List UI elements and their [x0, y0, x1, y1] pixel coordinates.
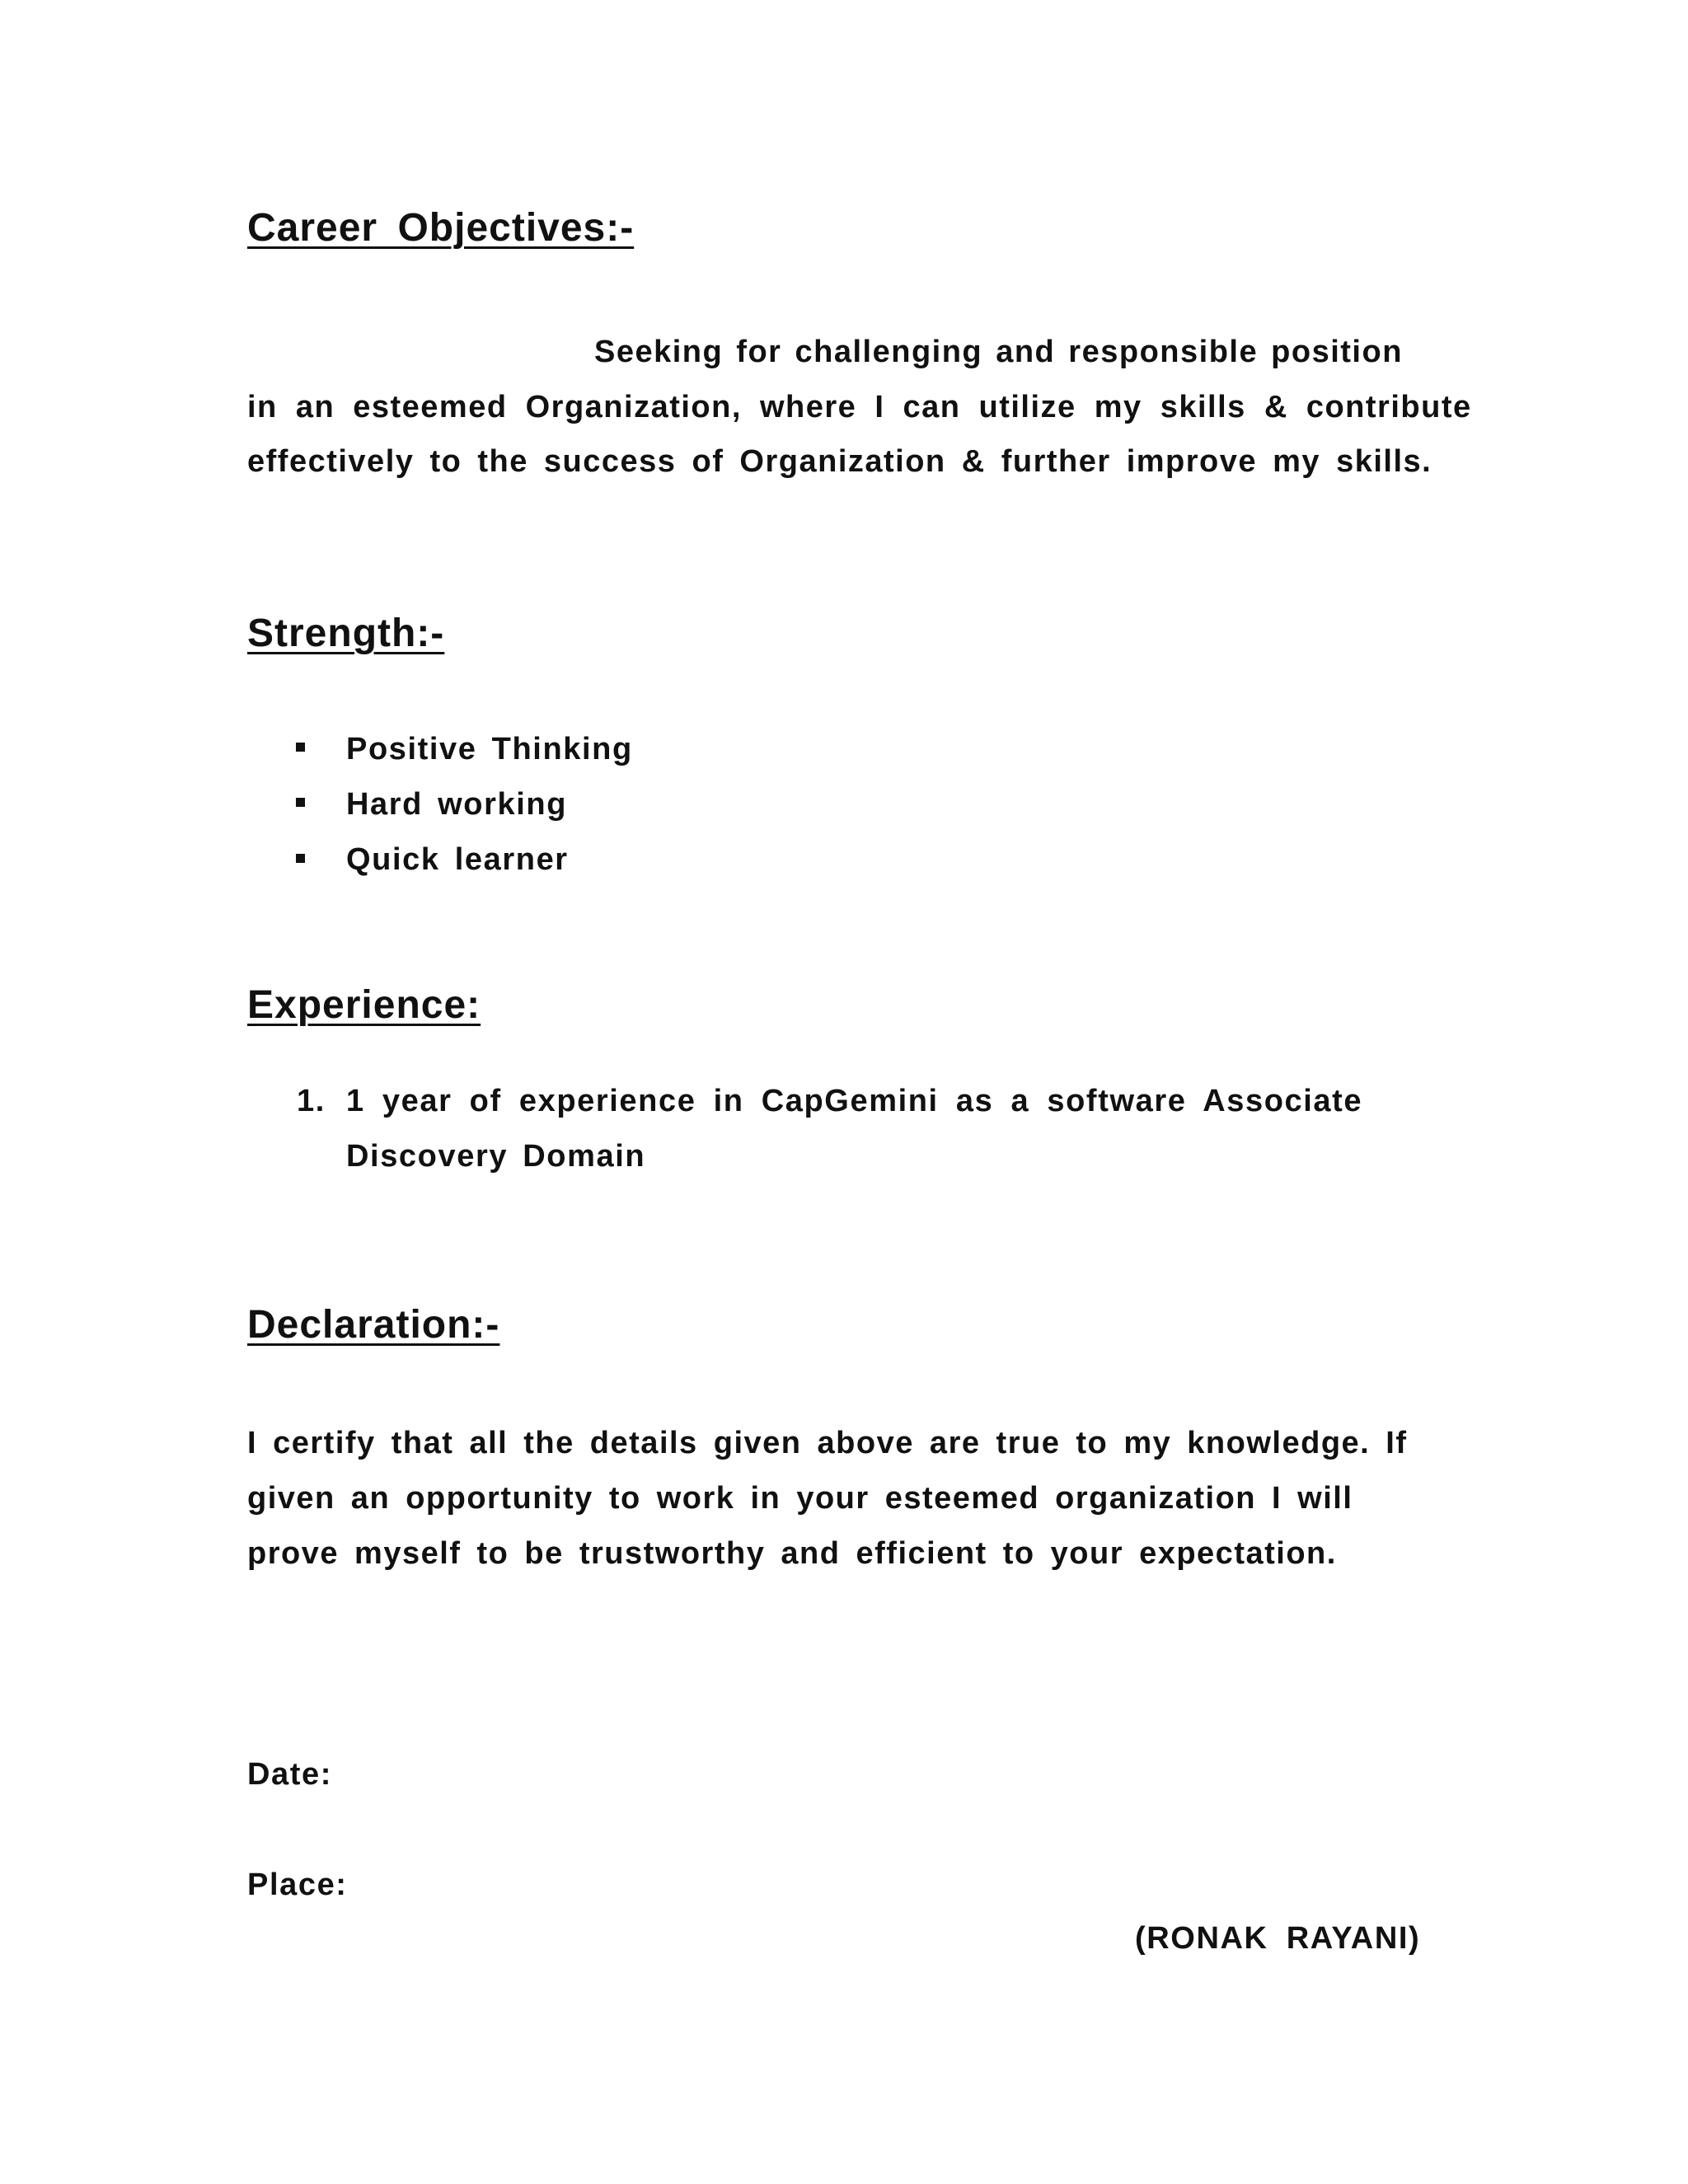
- strength-item: Hard working: [346, 787, 568, 822]
- declaration-heading: Declaration:-: [247, 1303, 500, 1347]
- experience-item-number: 1.: [297, 1084, 326, 1118]
- bullet-icon: [296, 743, 305, 752]
- place-label: Place:: [247, 1868, 348, 1902]
- strength-item: Quick learner: [346, 842, 569, 877]
- experience-item-line-1: 1 year of experience in CapGemini as a software Associate: [346, 1084, 1363, 1118]
- bullet-icon: [296, 798, 305, 807]
- declaration-line-2: given an opportunity to work in your esteemed organization I will: [247, 1481, 1353, 1516]
- declaration-line-1: I certify that all the details given above are true to my knowledge. If: [247, 1426, 1408, 1460]
- strength-item: Positive Thinking: [346, 732, 633, 766]
- bullet-icon: [296, 854, 305, 863]
- strength-heading: Strength:-: [247, 612, 445, 655]
- experience-heading: Experience:: [247, 983, 481, 1027]
- experience-item-line-2: Discovery Domain: [346, 1139, 646, 1174]
- career-objective-line-3: effectively to the success of Organization & further improve my skills.: [247, 444, 1432, 479]
- career-objective-line-1: Seeking for challenging and responsible position: [594, 335, 1403, 369]
- declaration-line-3: prove myself to be trustworthy and efficient to your expectation.: [247, 1536, 1337, 1571]
- date-label: Date:: [247, 1757, 333, 1792]
- career-objective-line-2: in an esteemed Organization, where I can utilize my skills & contribute: [247, 390, 1472, 424]
- career-objectives-heading: Career Objectives:-: [247, 206, 635, 250]
- signature-name: (RONAK RAYANI): [1135, 1921, 1421, 1956]
